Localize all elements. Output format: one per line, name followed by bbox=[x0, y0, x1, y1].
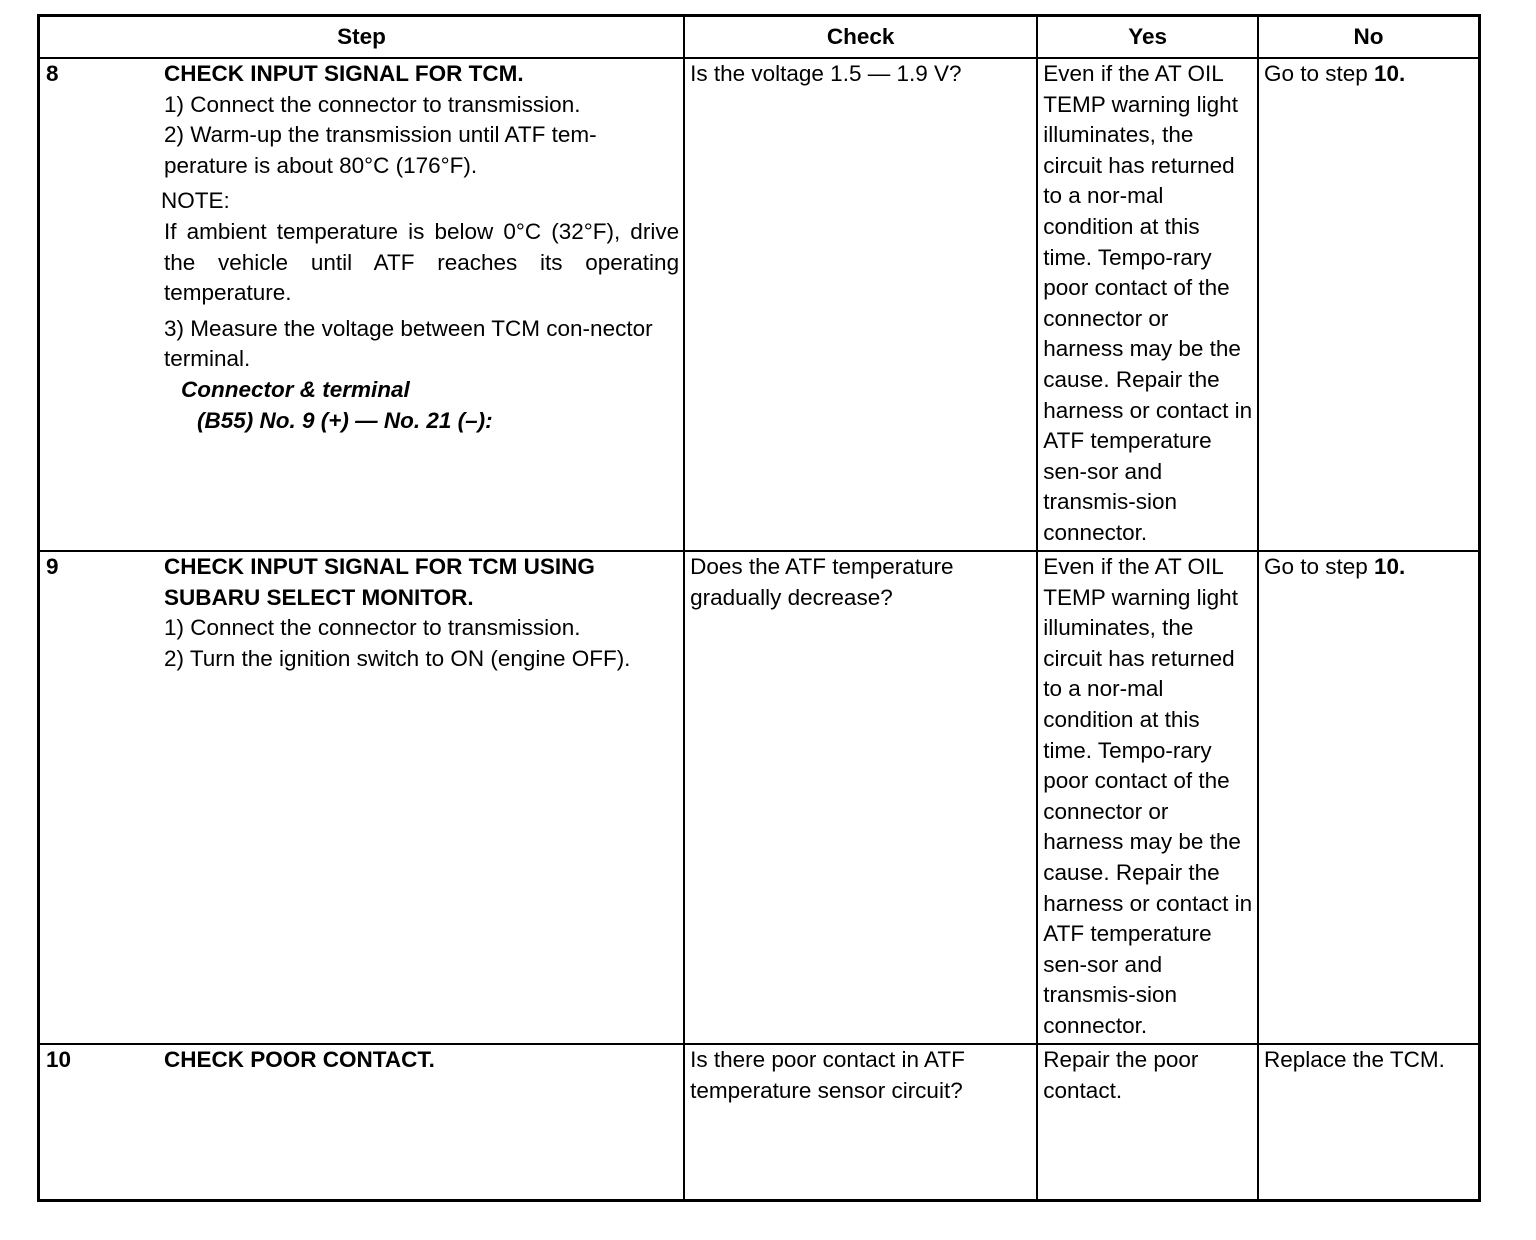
step-substep: 1) Connect the connector to transmission. bbox=[164, 91, 581, 117]
connector-terminal: (B55) No. 9 (+) — No. 21 (–): bbox=[197, 407, 493, 433]
no-cell: Replace the TCM. bbox=[1258, 1044, 1480, 1201]
header-step: Step bbox=[39, 16, 685, 59]
header-no: No bbox=[1258, 16, 1480, 59]
step-cell bbox=[39, 58, 685, 551]
yes-cell: Even if the AT OIL TEMP warning light illuminates, the circuit has returned to a nor-mal condition at this time. Tempo-rary poor contact of the connector or harness may be the cause. Repair the harness or contact in ATF temperature sen-sor and transmis-sion connector. bbox=[1037, 58, 1258, 551]
table-row bbox=[39, 58, 1480, 551]
step-cell bbox=[39, 551, 685, 1044]
step-body bbox=[164, 552, 683, 674]
step-substep: 2) Turn the ignition switch to ON (engine OFF). bbox=[164, 645, 631, 671]
check-cell: Is there poor contact in ATF temperature sensor circuit? bbox=[684, 1044, 1037, 1201]
step-substep: 2) Warm-up the transmission until ATF tem-perature is about 80°C (176°F). bbox=[164, 122, 597, 178]
check-cell: Is the voltage 1.5 — 1.9 V? bbox=[684, 58, 1037, 551]
step-body bbox=[161, 59, 683, 436]
note-heading: NOTE: bbox=[161, 188, 230, 214]
step-title: CHECK INPUT SIGNAL FOR TCM USING SUBARU SELECT MONITOR. bbox=[164, 554, 595, 610]
table-row bbox=[39, 551, 1480, 1044]
no-text: Go to step bbox=[1263, 61, 1375, 86]
header-check: Check bbox=[684, 16, 1037, 59]
header-yes: Yes bbox=[1037, 16, 1258, 59]
step-number: 9 bbox=[46, 554, 59, 579]
no-step-ref: 10. bbox=[1374, 61, 1406, 86]
yes-cell: Even if the AT OIL TEMP warning light illuminates, the circuit has returned to a nor-mal condition at this time. Tempo-rary poor contact of the connector or harness may be the cause. Repair the harness or contact in ATF temperature sen-sor and transmis-sion connector. bbox=[1037, 551, 1258, 1044]
step-number: 10 bbox=[46, 1047, 72, 1072]
step-number: 8 bbox=[46, 61, 59, 86]
note-text: If ambient temperature is below 0°C (32°F), drive the vehicle until ATF reaches its operating temperature. bbox=[164, 218, 680, 306]
yes-cell: Repair the poor contact. bbox=[1037, 1044, 1258, 1201]
header-row bbox=[39, 16, 1480, 59]
step-cell bbox=[39, 1044, 685, 1201]
no-cell bbox=[1258, 551, 1480, 1044]
table-row bbox=[39, 1044, 1480, 1201]
connector-label: Connector & terminal bbox=[181, 376, 410, 402]
diagnostic-table bbox=[37, 14, 1481, 1202]
no-step-ref: 10. bbox=[1374, 554, 1406, 579]
step-title: CHECK POOR CONTACT. bbox=[164, 1047, 435, 1072]
step-substep: 3) Measure the voltage between TCM con-nector terminal. bbox=[164, 315, 653, 372]
check-cell: Does the ATF temperature gradually decrease? bbox=[684, 551, 1037, 1044]
step-body bbox=[164, 1045, 683, 1076]
step-title: CHECK INPUT SIGNAL FOR TCM. bbox=[164, 61, 524, 86]
no-text: Go to step bbox=[1263, 554, 1375, 579]
no-cell bbox=[1258, 58, 1480, 551]
step-substep: 1) Connect the connector to transmission. bbox=[164, 615, 581, 641]
